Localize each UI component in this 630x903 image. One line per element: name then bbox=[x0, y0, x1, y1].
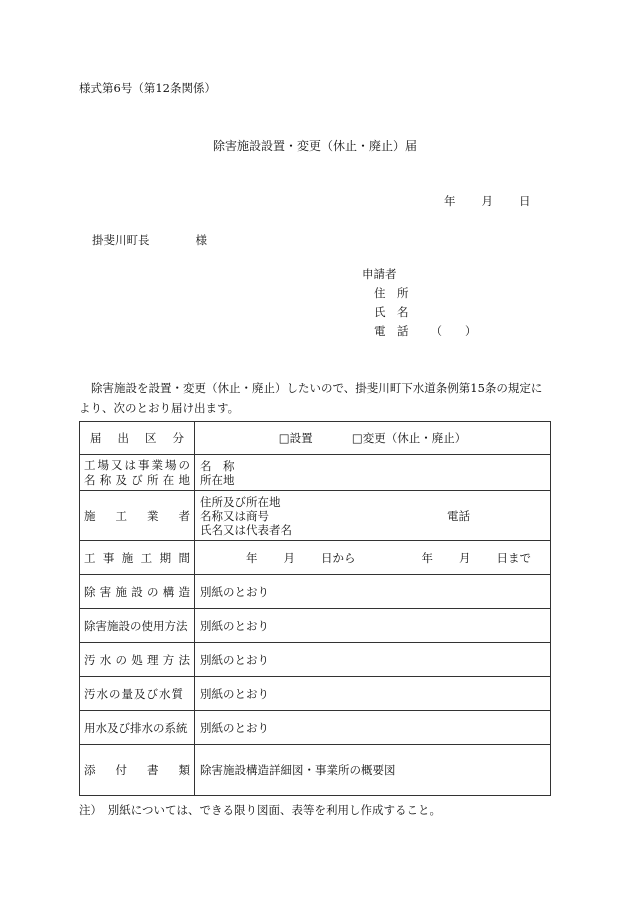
row-label-factory-name-location: 工 場 又 は 事 業 場 の 名 称 及 び 所 在 地 bbox=[80, 455, 195, 491]
wastewater-treatment-cell[interactable]: 別紙のとおり bbox=[195, 643, 551, 677]
contractor-company-label: 名称又は商号 bbox=[200, 508, 269, 523]
row-label-notification-type: 届 出 区 分 bbox=[80, 422, 195, 455]
applicant-phone-label: 電 話 bbox=[374, 324, 409, 338]
row-label-facility-usage: 除害施設の使用方法 bbox=[80, 609, 195, 643]
applicant-phone-parens: （ ） bbox=[430, 324, 477, 338]
table-row bbox=[80, 745, 551, 796]
contractor-representative-label: 氏名又は代表者名 bbox=[200, 522, 292, 537]
construction-period-cell[interactable] bbox=[195, 541, 551, 575]
table-row bbox=[80, 677, 551, 711]
water-system-cell[interactable]: 別紙のとおり bbox=[195, 711, 551, 745]
table-row bbox=[80, 609, 551, 643]
notification-type-options bbox=[195, 422, 551, 455]
factory-name-label: 名 称 bbox=[200, 458, 235, 473]
row-label-construction-period: 工 事 施 工 期 間 bbox=[80, 541, 195, 575]
date-day-label: 日 bbox=[519, 194, 531, 208]
table-row bbox=[80, 541, 551, 575]
table-row bbox=[80, 491, 551, 541]
period-end-year: 年 bbox=[421, 550, 433, 565]
row-label-water-system: 用水及び排水の系統 bbox=[80, 711, 195, 745]
applicant-address-label: 住 所 bbox=[374, 286, 409, 300]
table-row bbox=[80, 575, 551, 609]
applicant-phone-row bbox=[362, 322, 477, 341]
period-start-day: 日から bbox=[321, 550, 356, 565]
period-end-day: 日まで bbox=[496, 550, 531, 565]
attachments-cell[interactable]: 除害施設構造詳細図・事業所の概要図 bbox=[195, 745, 551, 796]
period-start-month: 月 bbox=[283, 550, 295, 565]
table-row bbox=[80, 711, 551, 745]
factory-location-label: 所在地 bbox=[200, 472, 235, 487]
footnote: 注） 別紙については、できる限り図面、表等を利用し作成すること。 bbox=[79, 803, 442, 817]
addressee bbox=[92, 232, 207, 248]
row-label-wastewater-treatment: 汚 水 の 処 理 方 法 bbox=[80, 643, 195, 677]
option-install-checkbox[interactable]: □設置 bbox=[278, 431, 313, 445]
form-number: 様式第6号（第12条関係） bbox=[79, 81, 216, 95]
facility-structure-cell[interactable]: 別紙のとおり bbox=[195, 575, 551, 609]
table-row bbox=[80, 422, 551, 455]
applicant-heading: 申請者 bbox=[362, 267, 397, 281]
applicant-block bbox=[362, 265, 477, 341]
row-label-contractor: 施 工 業 者 bbox=[80, 491, 195, 541]
option-change-checkbox[interactable]: □変更（休止・廃止） bbox=[351, 431, 467, 445]
factory-name-location-cell[interactable] bbox=[195, 455, 551, 491]
period-start-year: 年 bbox=[246, 550, 258, 565]
applicant-name-label: 氏 名 bbox=[374, 305, 409, 319]
form-title: 除害施設設置・変更（休止・廃止）届 bbox=[212, 139, 417, 153]
facility-usage-cell[interactable]: 別紙のとおり bbox=[195, 609, 551, 643]
date-month-label: 月 bbox=[481, 194, 493, 208]
contractor-cell[interactable] bbox=[195, 491, 551, 541]
form-table bbox=[79, 421, 551, 796]
date-line bbox=[444, 193, 531, 209]
date-year-label: 年 bbox=[444, 194, 456, 208]
body-text: 除害施設を設置・変更（休止・廃止）したいので、掛斐川町下水道条例第15条の規定により、次のとおり届け出ます。 bbox=[79, 381, 543, 415]
row-label-facility-structure: 除 害 施 設 の 構 造 bbox=[80, 575, 195, 609]
wastewater-quality-cell[interactable]: 別紙のとおり bbox=[195, 677, 551, 711]
contractor-address-label: 住所及び所在地 bbox=[200, 494, 281, 509]
contractor-phone-label: 電話 bbox=[447, 508, 470, 523]
table-row bbox=[80, 455, 551, 491]
addressee-honorific: 様 bbox=[195, 233, 207, 247]
addressee-name: 掛斐川町長 bbox=[92, 233, 150, 247]
row-label-attachments: 添 付 書 類 bbox=[80, 745, 195, 796]
table-row bbox=[80, 643, 551, 677]
period-end-month: 月 bbox=[459, 550, 471, 565]
row-label-wastewater-quality: 汚水の量及び水質 bbox=[80, 677, 195, 711]
